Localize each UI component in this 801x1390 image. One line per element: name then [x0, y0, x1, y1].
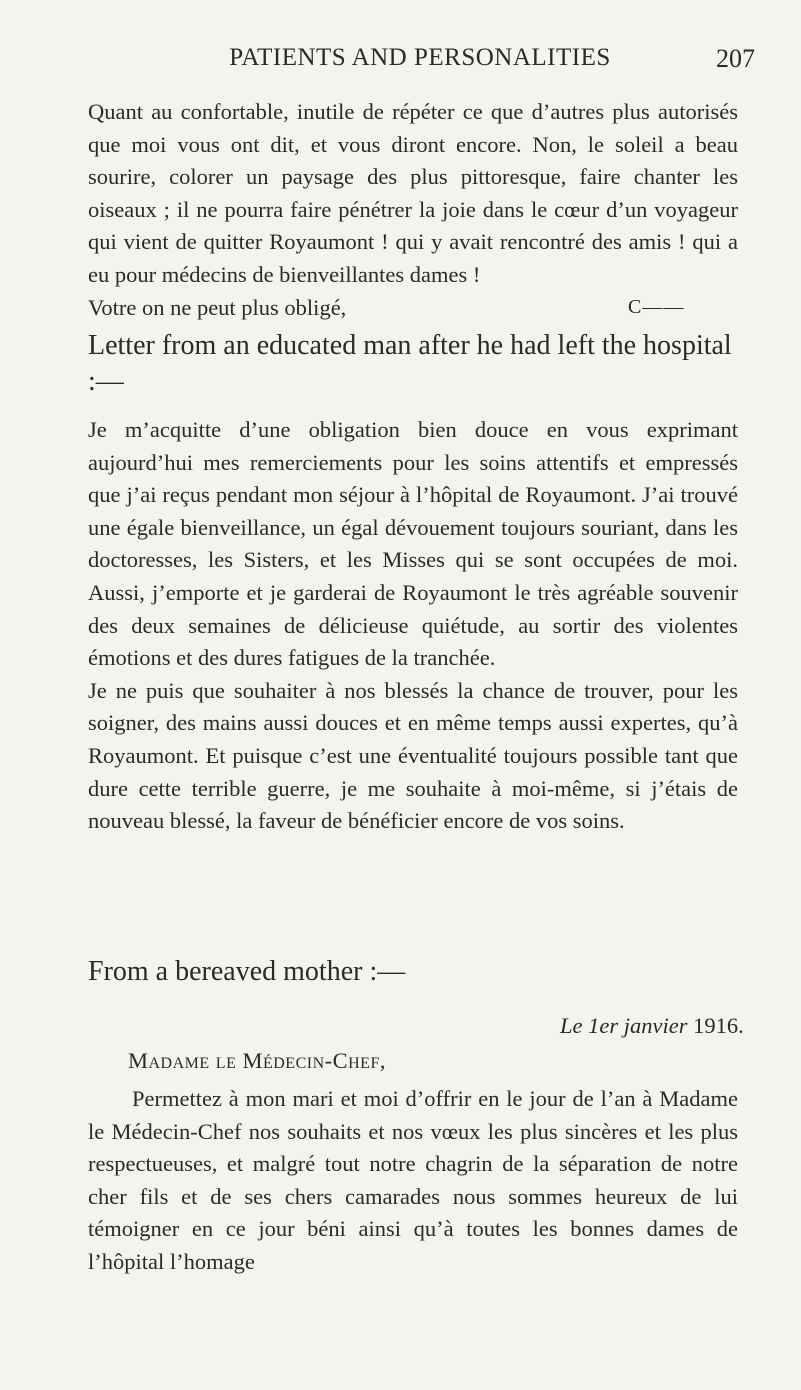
- letter-3-paragraph: Permettez à mon mari et moi d’offrir en le jour de l’an à Madame le Médecin-Chef nos souhaits et nos vœux les plus sincères et les plus respectueuses, et malgré tout notre chagrin de la séparation de notre cher fils et de ses chers camarades nous sommes heureux de lui témoigner en ce jour béni ainsi qu’à toutes les bonnes dames de l’hôpital l’homage: [88, 1086, 738, 1274]
- letter-1-closing: Votre on ne peut plus obligé,: [88, 294, 347, 320]
- page-number: 207: [716, 44, 755, 73]
- letter-2: [88, 414, 738, 838]
- letter-1: [88, 96, 738, 324]
- letter-1-signature: C——: [628, 296, 685, 318]
- letter-2-paragraph-1: Je m’acquitte d’une obligation bien douce en vous exprimant aujourd’hui mes remerciements pour les soins attentifs et empressés que j’ai reçus pendant mon séjour à l’hôpital de Royaumont. J’ai trouvé une égale bienveillance, un égal dévouement toujours souriant, dans les doctoresses, les Sisters, et les Misses qui se sont occupées de moi. Aussi, j’emporte et je garderai de Royaumont le très agréable souvenir des deux semaines de délicieuse quiétude, au sortir des violentes émotions et des dures fatigues de la tranchée.: [88, 417, 738, 671]
- dateline-year: 1916.: [693, 1013, 744, 1038]
- letter-2-paragraph-2: Je ne puis que souhaiter à nos blessés la chance de trouver, pour les soigner, des mains aussi douces et en même temps aussi expertes, qu’à Royaumont. Et puisque c’est une éventualité toujours possible tant que dure cette terrible guerre, je me souhaite à moi-même, si j’étais de nouveau blessé, la faveur de bénéficier encore de vos soins.: [88, 677, 738, 834]
- letter-3-salutation: Madame le Médecin-Chef,: [128, 1048, 386, 1073]
- section-heading-bereaved-mother: From a bereaved mother :—: [88, 956, 406, 987]
- letter-3-dateline: [560, 1013, 744, 1039]
- letter-1-paragraph: Quant au confortable, inutile de répéter ce que d’autres plus autorisés que moi vous ont dit, et vous diront encore. Non, le soleil a beau sourire, colorer un paysage des plus pittoresque, faire chanter les oiseaux ; il ne pourra faire pénétrer la joie dans le cœur d’un voyageur qui vient de quitter Royaumont ! qui y avait rencontré des amis ! qui a eu pour médecins de bienveillantes dames !: [88, 99, 738, 287]
- letter-3: [88, 1083, 738, 1279]
- section-heading-educated-man: Letter from an educated man after he had left the hospital :—: [88, 330, 732, 397]
- dateline-day-month: Le 1er janvier: [560, 1013, 688, 1038]
- running-title: PATIENTS AND PERSONALITIES: [229, 44, 611, 71]
